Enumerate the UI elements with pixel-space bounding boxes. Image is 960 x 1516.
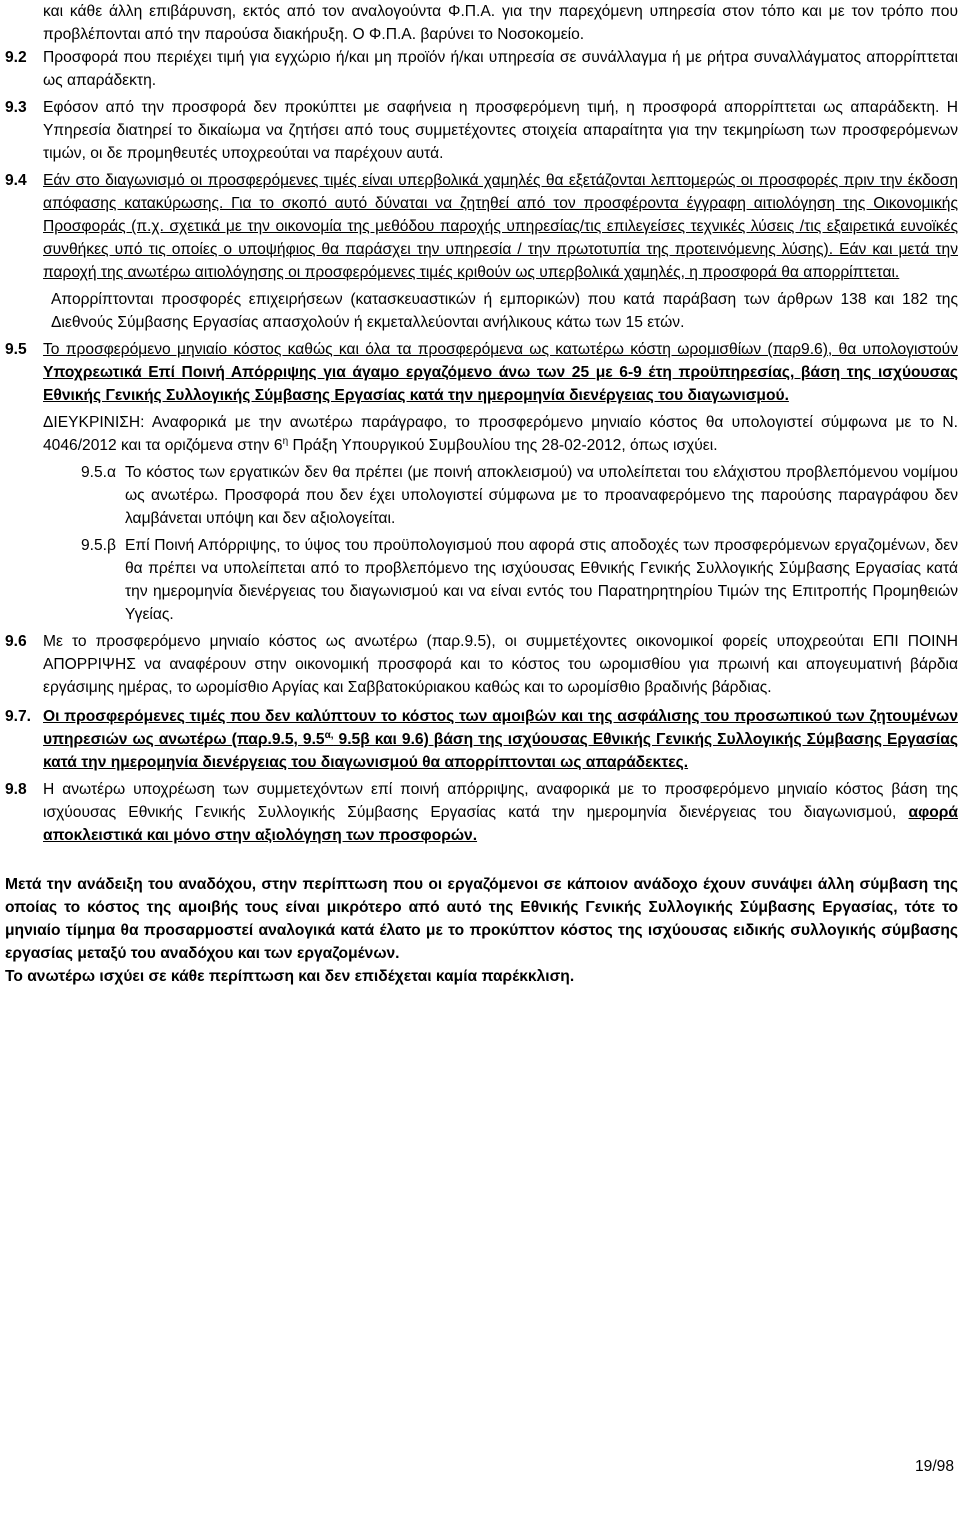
section-number: 9.6 xyxy=(5,633,27,650)
section-text-a: Οι προσφερόμενες τιμές που δεν καλύπτουν το κόστος των αμοιβών και της ασφάλισης του προσωπικού των ζητουμένων υπηρεσιών ως ανωτέρω (παρ.9.5, 9.5 xyxy=(43,708,958,748)
section-9-5-b xyxy=(5,534,958,626)
subsection-number: 9.5.α xyxy=(81,464,117,481)
section-text: Εφόσον από την προσφορά δεν προκύπτει με σαφήνεια η προσφερόμενη τιμή, η προσφορά απορρίπτεται ως απαράδεκτη. Η Υπηρεσία διατηρεί το δικαίωμα να ζητήσει από τους συμμετέχοντες στοιχεία απαραίτητα για την τεκμηρίωση των προσφερόμενων τιμών, οι δε προμηθευτές υποχρεούται να παρέχουν αυτά. xyxy=(43,99,958,162)
section-text-bold: αφορά αποκλειστικά και μόνο στην αξιολόγηση των προσφορών. xyxy=(43,804,958,844)
section-9-5 xyxy=(5,338,958,407)
section-text-bold: Υποχρεωτικά Επί Ποινή Απόρριψης για άγαμο εργαζόμενο άνω των 25 με 6-9 έτη προϋπηρεσίας, βάση της ισχύουσας Εθνικής Γενικής Συλλογικής Σύμβασης Εργασίας κατά την ημερομηνία διενέργειας του διαγωνισμού. xyxy=(43,364,958,404)
section-9-8 xyxy=(5,778,958,847)
document-page xyxy=(5,0,958,988)
section-text: Εάν στο διαγωνισμό οι προσφερόμενες τιμές είναι υπερβολικά χαμηλές θα εξετάζονται λεπτομερώς οι προσφορές πριν την έκδοση απόφασης κατακύρωσης. Για το σκοπό αυτό δύναται να ζητηθεί από τον προσφέροντα έγγραφη αιτιολόγηση της Οικονομικής Προσφοράς (π.χ. σχετικά με την οικονομία της μεθόδου παροχής υπηρεσίας/τις επιλεγείσες τεχνικές λύσεις /τις εξαιρετικά ευνοϊκές συνθήκες υπό τις οποίες ο υποψήφιος θα παράσχει την υπηρεσία / την πρωτοτυπία της προτεινόμενης λύσης). Εάν και μετά την παροχή της ανωτέρω αιτιολόγησης οι προσφερόμενες τιμές κριθούν ως υπερβολικά χαμηλές, η προσφορά θα απορρίπτεται. xyxy=(43,172,958,281)
section-number: 9.8 xyxy=(5,781,27,798)
section-text: Προσφορά που περιέχει τιμή για εγχώριο ή/και μη προϊόν ή/και υπηρεσία σε συνάλλαγμα ή με ρήτρα συναλλάγματος απορρίπτεται ως απαράδεκτη. xyxy=(43,49,958,89)
intro-paragraph: και κάθε άλλη επιβάρυνση, εκτός από τον αναλογούντα Φ.Π.Α. για την παρεχόμενη υπηρεσία στον τόπο και με τον τρόπο που προβλέπονται από την παρούσα διακήρυξη. Ο Φ.Π.Α. βαρύνει το Νοσοκομείο. xyxy=(43,3,958,43)
subsection-text: Το κόστος των εργατικών δεν θα πρέπει (με ποινή αποκλεισμού) να υπολείπεται του ελάχιστου προβλεπόμενου νομίμου ως ανωτέρω. Προσφορά που δεν έχει υπολογιστεί σύμφωνα με το προαναφερόμενο της παρούσης παραγράφου δεν λαμβάνεται υπόψη και δεν αξιολογείται. xyxy=(125,464,958,527)
section-text-b: 9.5β και 9.6) βάση της ισχύουσας Εθνικής Γενικής Συλλογικής Σύμβασης Εργασίας κατά την ημερομηνία διενέργειας του διαγωνισμού θα απορρίπτονται ως απαράδεκτες. xyxy=(43,731,958,771)
section-text-plain: Η ανωτέρω υποχρέωση των συμμετεχόντων επί ποινή απόρριψης, αναφορικά με το προσφερόμενο μηνιαίο κόστος βάση της ισχύουσας Εθνικής Γενικής Συλλογικής Σύμβασης Εργασίας κατά την ημερομηνία διενέργειας του διαγωνισμού, xyxy=(43,781,958,821)
closing-paragraph-2: Το ανωτέρω ισχύει σε κάθε περίπτωση και δεν επιδέχεται καμία παρέκκλιση. xyxy=(5,968,575,985)
closing-paragraph-1: Μετά την ανάδειξη του αναδόχου, στην περίπτωση που οι εργαζόμενοι σε κάποιον ανάδοχο έχουν συνάψει άλλη σύμβαση της οποίας το κόστος της αμοιβής τους είναι μικρότερο από αυτό της Εθνικής Γενικής Συλλογικής Σύμβασης Εργασίας, τότε το μηνιαίο τίμημα θα προσαρμοστεί αναλογικά κατά έλατο με το προκύπτον κόστος της ισχύουσας ειδικής συλλογικής σύμβασης εργασίας μεταξύ του αναδόχου και των εργαζομένων. xyxy=(5,876,958,962)
section-9-3 xyxy=(5,96,958,165)
section-9-2 xyxy=(5,46,958,92)
subsection-text: Επί Ποινή Απόρριψης, το ύψος του προϋπολογισμού που αφορά στις αποδοχές των προσφερόμενων εργαζομένων, δεν θα πρέπει να υπολείπεται από το προβλεπόμενο της ισχύουσας Εθνικής Γενικής Συλλογικής Σύμβασης Εργασίας κατά την ημερομηνία διενέργειας του διαγωνισμού και να είναι εντός του Παρατηρητηρίου Τιμών της Επιτροπής Προμηθειών Υγείας. xyxy=(125,537,958,623)
section-number: 9.2 xyxy=(5,49,27,66)
section-number: 9.7. xyxy=(5,708,32,725)
section-9-4-extra xyxy=(5,288,958,334)
section-number: 9.5 xyxy=(5,341,27,358)
section-number: 9.3 xyxy=(5,99,27,116)
section-9-5-a xyxy=(5,461,958,530)
clarification-text-b: Πράξη Υπουργικού Συμβουλίου της 28-02-2012, όπως ισχύει. xyxy=(288,437,718,454)
section-9-6 xyxy=(5,630,958,699)
section-9-4 xyxy=(5,169,958,284)
section-sup: α, xyxy=(324,729,334,741)
section-text: Με το προσφερόμενο μηνιαίο κόστος ως ανωτέρω (παρ.9.5), οι συμμετέχοντες οικονομικοί φορείς υποχρεούται ΕΠΙ ΠΟΙΝΗ ΑΠΟΡΡΙΨΗΣ να αναφέρουν στην οικονομική προσφορά και το κόστος του ωρομισθίου για πρωινή και απογευματινή βάρδια εργάσιμης ημέρας, το ωρομίσθιο Αργίας και Σαββατοκύριακου καθώς και το ωρομίσθιο βραδινής βάρδιας. xyxy=(43,633,958,696)
section-text xyxy=(43,705,958,774)
extra-text: Απορρίπτονται προσφορές επιχειρήσεων (κατασκευαστικών ή εμπορικών) που κατά παράβαση των άρθρων 138 και 182 της Διεθνούς Σύμβασης Εργασίας απασχολούν ή εκμεταλλεύονται ανήλικους κάτω των 15 ετών. xyxy=(51,291,958,331)
spacer xyxy=(5,847,958,873)
page-number: 19/98 xyxy=(914,1458,954,1475)
section-text xyxy=(43,338,958,407)
clarification-sup: η xyxy=(282,435,289,447)
section-text-plain: Το προσφερόμενο μηνιαίο κόστος καθώς και όλα τα προσφερόμενα ως κατωτέρω κόστη ωρομισθίων (παρ9.6), θα υπολογιστούν xyxy=(43,341,958,358)
subsection-number: 9.5.β xyxy=(81,537,116,554)
section-9-7 xyxy=(5,705,958,774)
section-number: 9.4 xyxy=(5,172,27,189)
clarification xyxy=(5,411,958,457)
clarification-text-a: ΔΙΕΥΚΡΙΝΙΣΗ: Αναφορικά με την ανωτέρω παράγραφο, το προσφερόμενο μηνιαίο κόστος θα υπολογιστεί σύμφωνα με το Ν. 4046/2012 και τα οριζόμενα στην 6 xyxy=(43,414,958,454)
section-text xyxy=(43,778,958,847)
